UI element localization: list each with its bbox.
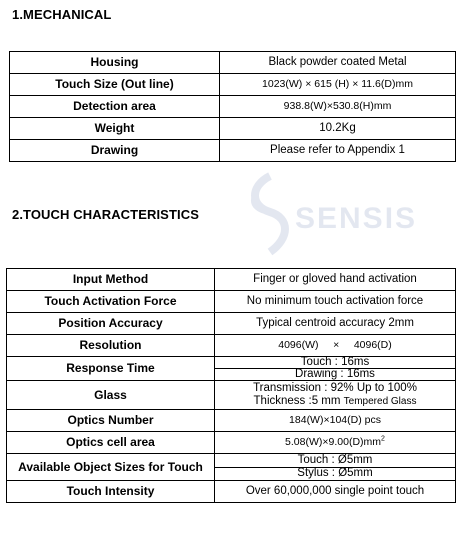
row-value (215, 335, 456, 357)
row-label: Available Object Sizes for Touch (7, 454, 215, 481)
section-title-mechanical: 1.MECHANICAL (12, 7, 112, 22)
table-row (7, 291, 456, 313)
row-label: Resolution (7, 335, 215, 357)
row-value-stylus: Stylus : Ø5mm (215, 467, 456, 481)
table-row (7, 481, 456, 503)
row-value-touch: Touch : 16ms (215, 357, 456, 369)
table-row (10, 74, 456, 96)
row-value: No minimum touch activation force (215, 291, 456, 313)
resolution-width: 4096(W) (278, 339, 319, 351)
row-value: 938.8(W)×530.8(H)mm (220, 96, 456, 118)
glass-thickness-line (215, 395, 455, 408)
glass-transmission: Transmission : 92% Up to 100% (253, 382, 417, 394)
table-row (7, 313, 456, 335)
table-row (7, 381, 456, 410)
row-label: Optics Number (7, 410, 215, 432)
table-row (10, 52, 456, 74)
row-label: Optics cell area (7, 432, 215, 454)
glass-thickness-note: Tempered Glass (343, 396, 417, 407)
mechanical-table (9, 51, 456, 162)
table-row (7, 269, 456, 291)
row-value-drawing: Drawing : 16ms (215, 369, 456, 381)
row-label: Touch Activation Force (7, 291, 215, 313)
watermark-text: SENSIS (295, 202, 418, 235)
row-value: Typical centroid accuracy 2mm (215, 313, 456, 335)
table-row (10, 118, 456, 140)
table-row (7, 432, 456, 454)
table-row (7, 335, 456, 357)
row-label: Glass (7, 381, 215, 410)
row-label: Touch Size (Out line) (10, 74, 220, 96)
row-value: 184(W)×104(D) pcs (215, 410, 456, 432)
row-label: Response Time (7, 357, 215, 381)
row-label: Drawing (10, 140, 220, 162)
row-value-touch: Touch : Ø5mm (215, 454, 456, 468)
table-row (7, 410, 456, 432)
optics-cell-area-sup: 2 (381, 435, 385, 443)
row-value: Over 60,000,000 single point touch (215, 481, 456, 503)
sensis-watermark-logo (240, 172, 440, 256)
row-label: Position Accuracy (7, 313, 215, 335)
row-value (215, 432, 456, 454)
row-label: Weight (10, 118, 220, 140)
touch-characteristics-table (6, 268, 456, 503)
row-label: Touch Intensity (7, 481, 215, 503)
row-label: Housing (10, 52, 220, 74)
optics-cell-area-value: 5.08(W)×9.00(D)mm (285, 436, 382, 448)
glass-thickness: Thickness :5 mm (253, 395, 341, 407)
row-value: Please refer to Appendix 1 (220, 140, 456, 162)
row-value: 10.2Kg (220, 118, 456, 140)
table-row (7, 454, 456, 468)
table-row (7, 357, 456, 369)
row-label: Detection area (10, 96, 220, 118)
resolution-times: × (333, 339, 340, 351)
row-value: 1023(W) × 615 (H) × 11.6(D)mm (220, 74, 456, 96)
row-label: Input Method (7, 269, 215, 291)
row-value (215, 381, 456, 410)
row-value: Black powder coated Metal (220, 52, 456, 74)
row-value: Finger or gloved hand activation (215, 269, 456, 291)
table-row (10, 140, 456, 162)
swirl-icon (240, 172, 300, 256)
resolution-depth: 4096(D) (353, 339, 392, 351)
section-title-touch: 2.TOUCH CHARACTERISTICS (12, 207, 199, 222)
table-row (10, 96, 456, 118)
